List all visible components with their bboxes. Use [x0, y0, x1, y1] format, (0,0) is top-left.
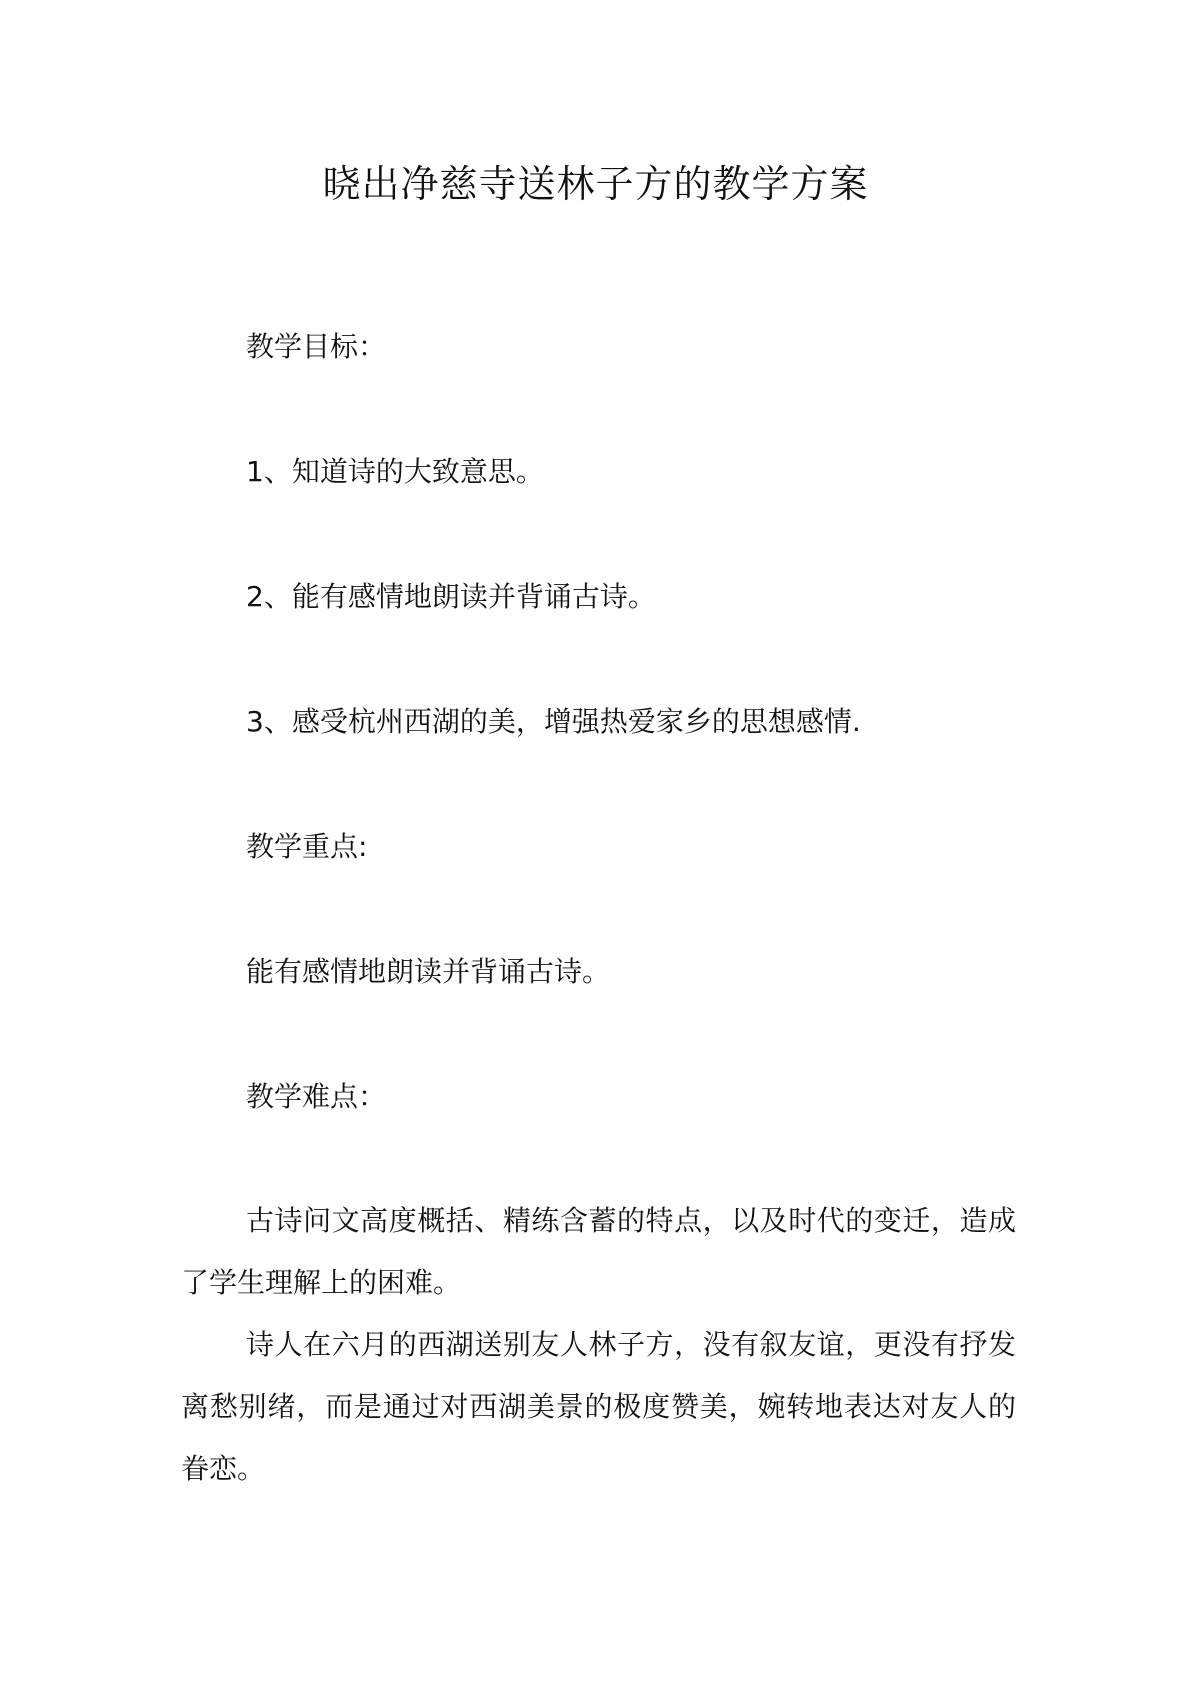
difficulties-heading: 教学难点：: [246, 1080, 387, 1113]
paragraph-difficulty-2: 诗人在六月的西湖送别友人林子方，没有叙友谊，更没有抒发离愁别绪，而是通过对西湖美景的极度赞美，婉转地表达对友人的眷恋。: [181, 1328, 1016, 1485]
objective-item-3: 3、感受杭州西湖的美，增强热爱家乡的思想感情.: [246, 705, 861, 738]
objective-item-1: 1、知道诗的大致意思。: [246, 455, 544, 488]
key-points-text: 能有感情地朗读并背诵古诗。: [246, 955, 611, 988]
paragraph-difficulty-1: 古诗问文高度概括、精练含蓄的特点，以及时代的变迁，造成了学生理解上的困难。: [181, 1204, 1016, 1299]
objective-item-2: 2、能有感情地朗读并背诵古诗。: [246, 580, 656, 613]
key-points-heading: 教学重点:: [246, 830, 368, 863]
objectives-heading: 教学目标：: [246, 330, 387, 363]
document-title: 晓出净慈寺送林子方的教学方案: [322, 162, 869, 206]
